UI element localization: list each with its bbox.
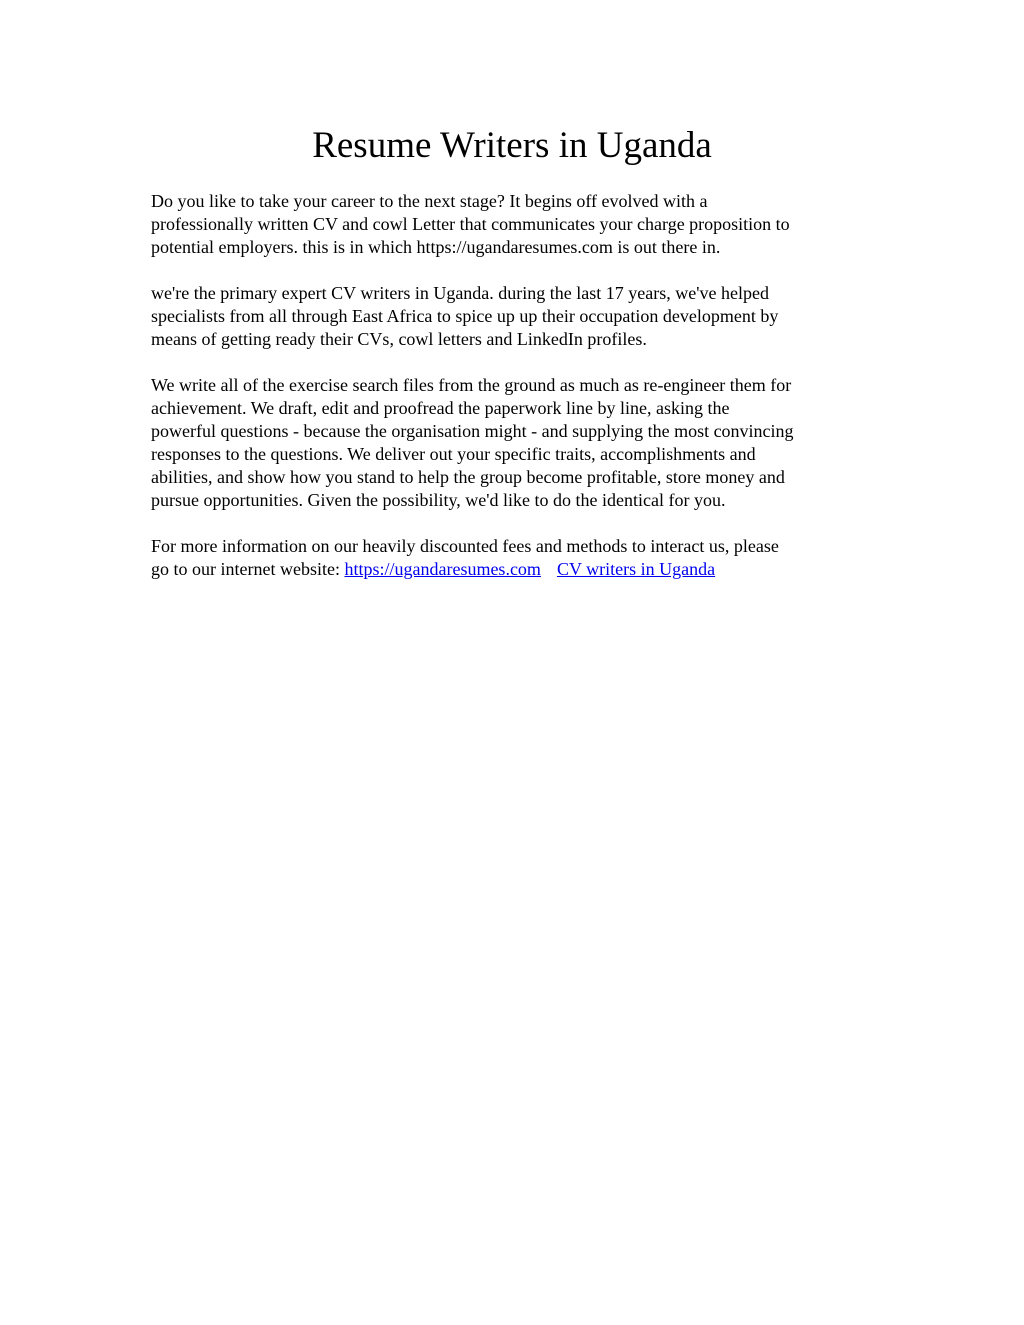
text-line: responses to the questions. We deliver out your specific traits, accomplishments and — [151, 444, 756, 464]
text-line: abilities, and show how you stand to help the group become profitable, store money and — [151, 467, 785, 487]
text-line-with-links — [151, 558, 881, 581]
text-line: we're the primary expert CV writers in Uganda. during the last 17 years, we've helped — [151, 283, 769, 303]
text-line: achievement. We draft, edit and proofread the paperwork line by line, asking the — [151, 398, 730, 418]
text-line: powerful questions - because the organisation might - and supplying the most convincing — [151, 421, 794, 441]
text-line: pursue opportunities. Given the possibility, we'd like to do the identical for you. — [151, 490, 726, 510]
document-body — [151, 190, 881, 604]
page-title: Resume Writers in Uganda — [312, 125, 712, 166]
text-line: potential employers. this is in which https://ugandaresumes.com is out there in. — [151, 237, 721, 257]
link-prefix-text: go to our internet website: — [151, 559, 345, 579]
text-line: specialists from all through East Africa to spice up up their occupation development by — [151, 306, 779, 326]
paragraph-about — [151, 282, 881, 351]
paragraph-services — [151, 374, 881, 512]
paragraph-closing — [151, 535, 881, 581]
paragraph-intro — [151, 190, 881, 259]
text-line: For more information on our heavily discounted fees and methods to interact us, please — [151, 536, 779, 556]
ugandaresumes-link[interactable]: https://ugandaresumes.com — [344, 559, 541, 579]
text-line: professionally written CV and cowl Letter that communicates your charge proposition to — [151, 214, 790, 234]
text-line: Do you like to take your career to the next stage? It begins off evolved with a — [151, 191, 708, 211]
cv-writers-uganda-link[interactable]: CV writers in Uganda — [556, 559, 716, 579]
text-line: We write all of the exercise search files from the ground as much as re-engineer them for — [151, 375, 792, 395]
text-line: means of getting ready their CVs, cowl letters and LinkedIn profiles. — [151, 329, 647, 349]
